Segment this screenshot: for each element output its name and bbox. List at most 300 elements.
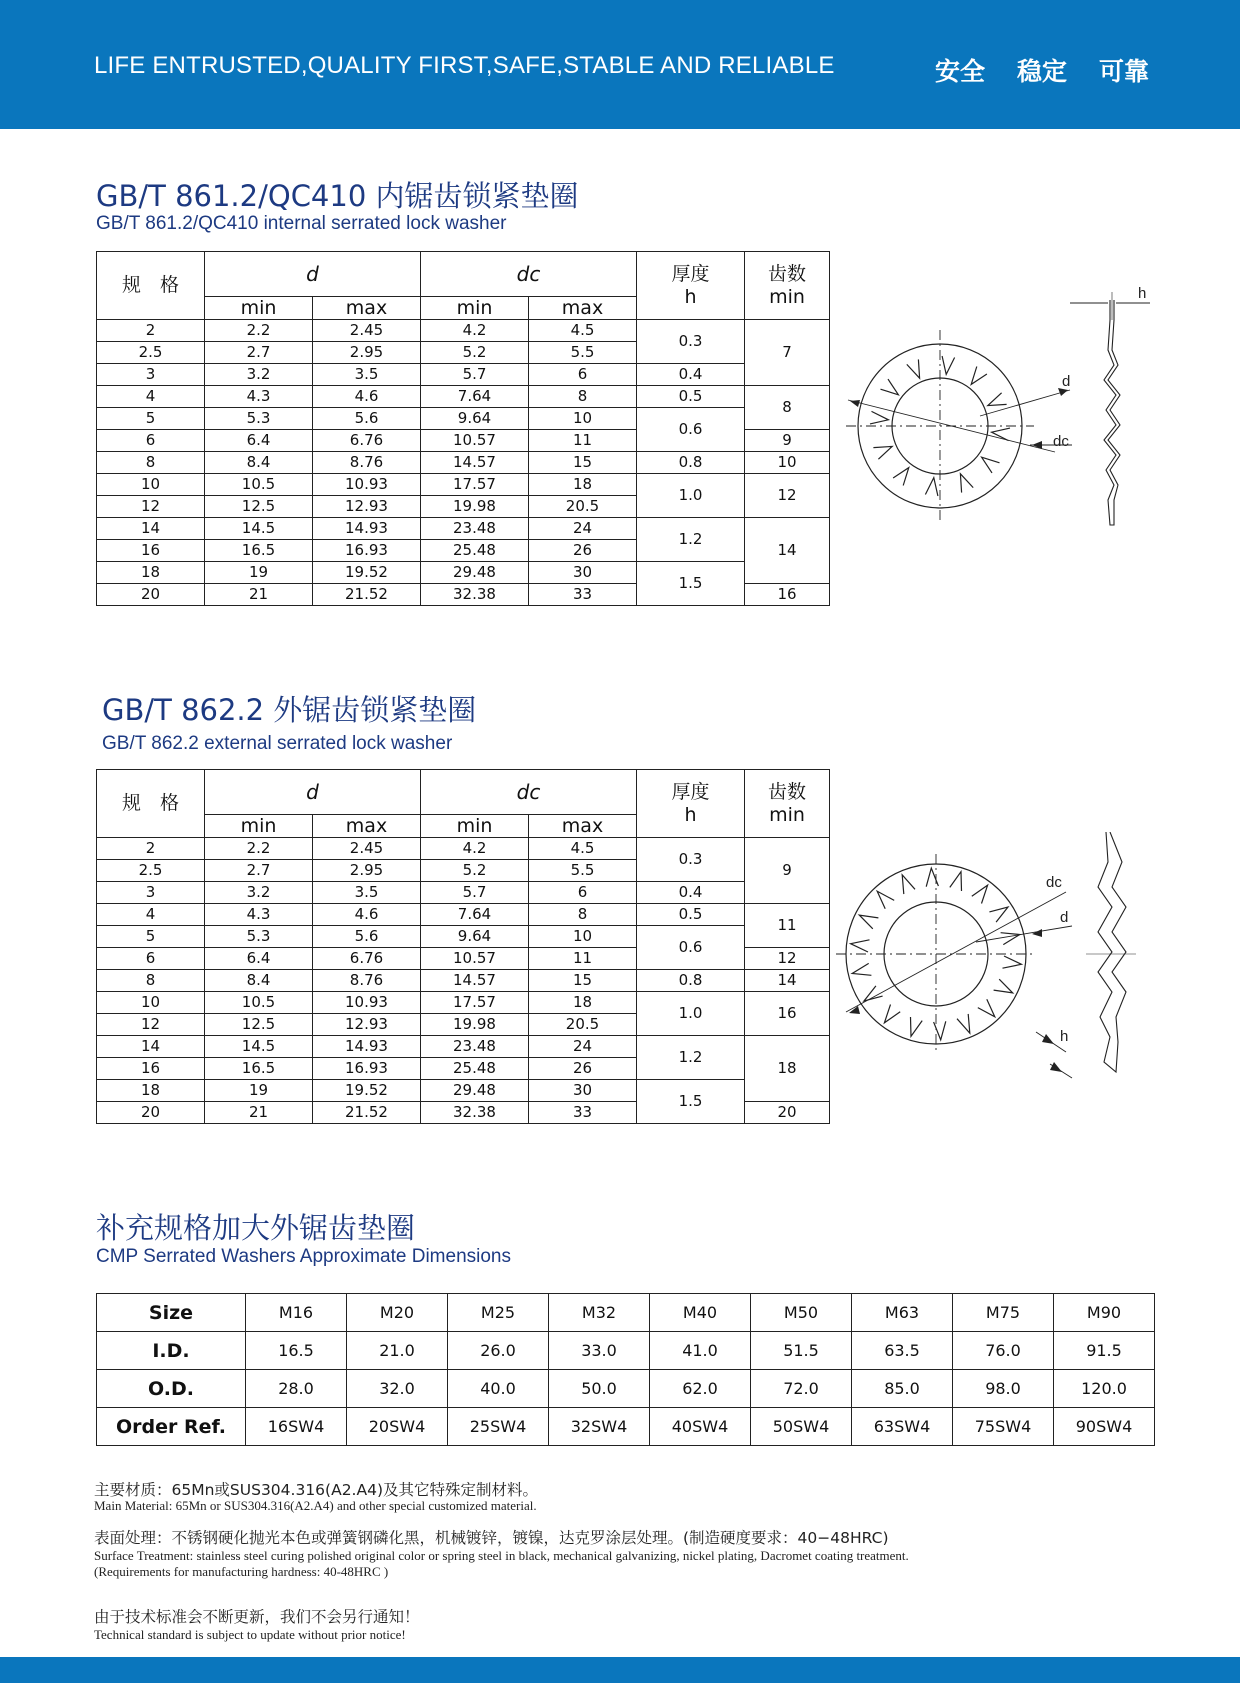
table-row-size [97,1294,1155,1332]
cell-id: 26.0 [448,1332,549,1370]
cell-teeth: 16 [745,584,830,606]
cell-d-max: 8.76 [313,970,421,992]
header-thickness [637,252,745,320]
cell-id: 21.0 [347,1332,448,1370]
cell-teeth: 8 [745,386,830,430]
cell-h: 0.3 [637,838,745,882]
cell-d-max: 14.93 [313,1036,421,1058]
material-note-cn: 主要材质：65Mn或SUS304.316(A2.A4)及其它特殊定制材料。 [94,1481,538,1499]
cell-dc-max: 33 [529,584,637,606]
cell-d-max: 21.52 [313,1102,421,1124]
cell-d-min: 10.5 [205,992,313,1014]
cell-d-max: 2.95 [313,860,421,882]
cell-od: 32.0 [347,1370,448,1408]
cell-size: M63 [852,1294,953,1332]
cell-order-ref: 25SW4 [448,1408,549,1446]
cell-teeth: 12 [745,474,830,518]
table-row [97,562,830,584]
hardness-note-en: (Requirements for manufacturing hardness: 40-48HRC ) [94,1564,389,1579]
cell-d-min: 14.5 [205,1036,313,1058]
notice-en: Technical standard is subject to update without prior notice! [94,1627,406,1642]
cell-h: 0.6 [637,408,745,452]
cell-d-min: 16.5 [205,540,313,562]
cell-d-max: 19.52 [313,562,421,584]
cell-od: 50.0 [549,1370,650,1408]
header-spec: 规 格 [97,770,205,838]
cell-dc-max: 5.5 [529,860,637,882]
cell-dc-min: 4.2 [421,320,529,342]
cell-d-min: 16.5 [205,1058,313,1080]
cell-h: 0.8 [637,970,745,992]
cell-d-max: 19.52 [313,1080,421,1102]
cell-dc-min: 23.48 [421,1036,529,1058]
cell-size: M25 [448,1294,549,1332]
cell-od: 72.0 [751,1370,852,1408]
cell-dc-min: 9.64 [421,408,529,430]
washer-tooth [884,1005,900,1023]
cell-h: 1.0 [637,474,745,518]
cell-d-min: 4.3 [205,386,313,408]
table-row-od [97,1370,1155,1408]
washer-tooth [982,457,1000,473]
cell-size: M40 [650,1294,751,1332]
cell-dc-max: 33 [529,1102,637,1124]
header-d-min: min [205,297,313,320]
cell-dc-min: 25.48 [421,1058,529,1080]
cell-dc-max: 11 [529,948,637,970]
header-thickness-h: h [684,285,697,308]
cell-d-max: 3.5 [313,364,421,386]
internal-washer-diagram [840,280,1170,570]
cell-dc-min: 17.57 [421,474,529,496]
diagram2-label-h: h [1060,1028,1069,1045]
washer-tooth [893,468,909,486]
header-teeth-cn: 齿数 [767,262,806,285]
section3-title-en: CMP Serrated Washers Approximate Dimensions [96,1246,511,1267]
cell-d-max: 4.6 [313,386,421,408]
washer-tooth [960,474,973,493]
header-dc: dc [421,252,637,297]
cell-dc-min: 23.48 [421,518,529,540]
cell-spec: 18 [97,562,205,584]
cell-d-max: 8.76 [313,452,421,474]
cell-d-min: 21 [205,584,313,606]
cell-teeth: 12 [745,948,830,970]
washer-tooth [988,393,1007,406]
cell-dc-max: 24 [529,518,637,540]
cell-spec: 2 [97,838,205,860]
washer-tooth [1001,933,1020,945]
cell-od: 62.0 [650,1370,751,1408]
cell-h: 0.8 [637,452,745,474]
cell-od: 98.0 [953,1370,1054,1408]
cell-d-min: 5.3 [205,926,313,948]
cell-h: 0.5 [637,904,745,926]
diagram2-label-dc: dc [1046,874,1062,891]
cell-teeth: 16 [745,992,830,1036]
table-row [97,386,830,408]
cell-d-max: 2.95 [313,342,421,364]
cell-d-min: 3.2 [205,364,313,386]
cell-dc-max: 20.5 [529,496,637,518]
cell-d-min: 2.7 [205,860,313,882]
cell-dc-max: 26 [529,1058,637,1080]
cell-dc-min: 17.57 [421,992,529,1014]
washer-tooth [911,1017,923,1036]
cell-dc-min: 5.7 [421,364,529,386]
washer-tooth [907,359,920,378]
washer-tooth [870,411,888,424]
header-teeth [745,252,830,320]
cell-d-min: 3.2 [205,882,313,904]
header-dc-max: max [529,297,637,320]
header-banner [0,0,1240,129]
washer-tooth [957,1014,970,1033]
header-thickness-cn: 厚度 [671,780,710,803]
table-row [97,474,830,496]
header-slogan: LIFE ENTRUSTED,QUALITY FIRST,SAFE,STABLE AND RELIABLE [94,52,835,79]
cell-d-min: 19 [205,562,313,584]
header-teeth [745,770,830,838]
cell-d-max: 10.93 [313,474,421,496]
cell-id: 51.5 [751,1332,852,1370]
washer-tooth [851,940,870,952]
header-word-safe: 安全 [935,57,986,86]
cell-spec: 18 [97,1080,205,1102]
cell-dc-max: 15 [529,452,637,474]
cell-teeth: 7 [745,320,830,386]
cell-dc-min: 10.57 [421,430,529,452]
cell-dc-min: 19.98 [421,496,529,518]
header-teeth-min: min [769,803,805,826]
header-d: d [205,770,421,815]
cell-dc-max: 8 [529,904,637,926]
cell-dc-min: 29.48 [421,1080,529,1102]
cell-d-min: 19 [205,1080,313,1102]
row-label-id: I.D. [97,1332,246,1370]
cell-od: 28.0 [246,1370,347,1408]
washer-tooth [873,446,892,459]
table-row [97,1036,830,1058]
cell-dc-max: 4.5 [529,838,637,860]
cell-d-min: 4.3 [205,904,313,926]
cell-d-min: 8.4 [205,452,313,474]
cell-spec: 20 [97,584,205,606]
cell-h: 0.4 [637,364,745,386]
surface-note-cn: 表面处理：不锈钢硬化抛光本色或弹簧钢磷化黑，机械镀锌，镀镍，达克罗涂层处理。(制造硬度要求：40−48HRC) [94,1529,889,1547]
cell-d-max: 6.76 [313,948,421,970]
cell-dc-min: 5.2 [421,342,529,364]
cell-size: M32 [549,1294,650,1332]
cell-d-min: 5.3 [205,408,313,430]
header-word-reliable: 可靠 [1099,57,1150,86]
cell-spec: 5 [97,926,205,948]
cell-d-max: 5.6 [313,408,421,430]
cell-d-max: 2.45 [313,838,421,860]
header-dc-min: min [421,815,529,838]
cell-order-ref: 40SW4 [650,1408,751,1446]
washer-tooth [925,478,938,496]
cell-dc-min: 5.2 [421,860,529,882]
cell-spec: 16 [97,540,205,562]
table-row [97,452,830,474]
cell-spec: 6 [97,948,205,970]
cell-dc-max: 24 [529,1036,637,1058]
footer-bar [0,1657,1240,1683]
cell-dc-min: 7.64 [421,386,529,408]
cell-h: 1.5 [637,1080,745,1124]
section1-title-cn: GB/T 861.2/QC410 内锯齿锁紧垫圈 [96,179,579,213]
cell-d-max: 16.93 [313,1058,421,1080]
cell-dc-min: 25.48 [421,540,529,562]
cell-dc-max: 4.5 [529,320,637,342]
cell-h: 0.4 [637,882,745,904]
cell-spec: 20 [97,1102,205,1124]
cell-d-max: 12.93 [313,1014,421,1036]
cell-dc-max: 20.5 [529,1014,637,1036]
cell-teeth: 11 [745,904,830,948]
washer-tooth [978,999,995,1017]
cell-dc-min: 5.7 [421,882,529,904]
surface-note-en: Surface Treatment: stainless steel curing polished original color or spring steel in black, mechanical galvanizing, nickel plating, Dacromet coating treatment. [94,1548,909,1563]
cell-size: M90 [1054,1294,1155,1332]
cell-h: 1.5 [637,562,745,606]
cell-size: M50 [751,1294,852,1332]
cell-teeth: 14 [745,518,830,584]
cell-d-min: 8.4 [205,970,313,992]
cell-d-max: 14.93 [313,518,421,540]
cell-teeth: 18 [745,1036,830,1102]
cell-dc-max: 15 [529,970,637,992]
cell-teeth: 14 [745,970,830,992]
cell-teeth: 10 [745,452,830,474]
cell-spec: 10 [97,474,205,496]
cell-d-max: 12.93 [313,496,421,518]
cell-order-ref: 32SW4 [549,1408,650,1446]
cell-d-max: 5.6 [313,926,421,948]
cell-d-max: 2.45 [313,320,421,342]
cell-dc-max: 30 [529,1080,637,1102]
cell-od: 120.0 [1054,1370,1155,1408]
cell-spec: 16 [97,1058,205,1080]
cell-spec: 8 [97,452,205,474]
cell-spec: 3 [97,882,205,904]
cell-order-ref: 16SW4 [246,1408,347,1446]
cell-d-min: 10.5 [205,474,313,496]
header-d-max: max [313,297,421,320]
cell-dc-min: 32.38 [421,584,529,606]
cell-dc-min: 32.38 [421,1102,529,1124]
cell-h: 0.6 [637,926,745,970]
cell-teeth: 20 [745,1102,830,1124]
cell-dc-min: 29.48 [421,562,529,584]
cell-spec: 5 [97,408,205,430]
cell-d-min: 12.5 [205,496,313,518]
header-thickness-h: h [684,803,697,826]
section2-title-cn: GB/T 862.2 外锯齿锁紧垫圈 [102,693,477,727]
cell-h: 0.5 [637,386,745,408]
cell-spec: 8 [97,970,205,992]
washer-tooth [950,872,962,891]
washer-tooth [994,979,1013,993]
diagram2-label-d: d [1060,909,1069,926]
cell-dc-min: 19.98 [421,1014,529,1036]
cell-d-max: 3.5 [313,882,421,904]
cell-id: 63.5 [852,1332,953,1370]
cell-dc-max: 6 [529,882,637,904]
cell-size: M20 [347,1294,448,1332]
cell-dc-max: 5.5 [529,342,637,364]
washer-tooth [902,875,915,894]
table-row-id [97,1332,1155,1370]
cell-id: 16.5 [246,1332,347,1370]
diagram1-label-d: d [1062,373,1071,390]
table-row [97,1080,830,1102]
cell-d-min: 21 [205,1102,313,1124]
header-dc-max: max [529,815,637,838]
washer-tooth [934,1021,946,1040]
cell-d-min: 2.2 [205,320,313,342]
washer-tooth [971,367,987,385]
diagram1-label-h: h [1138,285,1147,302]
cell-d-max: 10.93 [313,992,421,1014]
table-row [97,926,830,948]
section2-title-en: GB/T 862.2 external serrated lock washer [102,733,453,754]
cmp-table [96,1293,1155,1446]
washer-tooth [989,907,1008,922]
cell-spec: 14 [97,518,205,540]
cell-d-max: 4.6 [313,904,421,926]
cell-spec: 10 [97,992,205,1014]
section1-table [96,251,830,606]
header-word-stable: 稳定 [1017,57,1068,86]
washer-tooth [852,963,871,975]
table-row [97,320,830,342]
cell-dc-max: 10 [529,926,637,948]
header-spec: 规 格 [97,252,205,320]
header-teeth-cn: 齿数 [767,780,806,803]
washer-tooth [877,891,894,909]
washer-tooth [942,356,955,374]
cell-spec: 4 [97,386,205,408]
cell-order-ref: 75SW4 [953,1408,1054,1446]
header-d: d [205,252,421,297]
cell-dc-max: 26 [529,540,637,562]
cell-spec: 6 [97,430,205,452]
cell-spec: 2 [97,320,205,342]
table-row [97,518,830,540]
cell-od: 40.0 [448,1370,549,1408]
table-row [97,904,830,926]
section1-title-en: GB/T 861.2/QC410 internal serrated lock washer [96,213,507,234]
notice-cn: 由于技术标准会不断更新，我们不会另行通知！ [94,1608,420,1626]
table-row [97,970,830,992]
header-thickness [637,770,745,838]
header-thickness-cn: 厚度 [671,262,710,285]
cell-id: 91.5 [1054,1332,1155,1370]
cell-d-min: 6.4 [205,430,313,452]
table-row [97,838,830,860]
cell-dc-min: 10.57 [421,948,529,970]
header-d-min: min [205,815,313,838]
material-note-en: Main Material: 65Mn or SUS304.316(A2.A4) and other special customized material. [94,1498,537,1513]
cell-spec: 3 [97,364,205,386]
cell-size: M16 [246,1294,347,1332]
washer-tooth [881,379,899,395]
cell-teeth: 9 [745,838,830,904]
cell-dc-min: 4.2 [421,838,529,860]
table-row-order-ref [97,1408,1155,1446]
washer-tooth [926,868,938,887]
cell-dc-max: 11 [529,430,637,452]
washer-tooth [1003,956,1022,968]
cell-order-ref: 20SW4 [347,1408,448,1446]
table-row [97,992,830,1014]
table-row [97,408,830,430]
row-label-size: Size [97,1294,246,1332]
cell-d-min: 2.7 [205,342,313,364]
table-row [97,364,830,386]
cell-dc-min: 14.57 [421,970,529,992]
external-washer-diagram [836,832,1166,1112]
cell-dc-max: 30 [529,562,637,584]
cell-order-ref: 90SW4 [1054,1408,1155,1446]
cell-spec: 12 [97,1014,205,1036]
cell-dc-min: 9.64 [421,926,529,948]
header-d-max: max [313,815,421,838]
cell-dc-max: 10 [529,408,637,430]
cell-teeth: 9 [745,430,830,452]
cell-spec: 2.5 [97,342,205,364]
cell-id: 33.0 [549,1332,650,1370]
washer-tooth [859,915,878,929]
header-dc: dc [421,770,637,815]
cell-d-max: 16.93 [313,540,421,562]
row-label-od: O.D. [97,1370,246,1408]
table-row [97,882,830,904]
cell-order-ref: 50SW4 [751,1408,852,1446]
header-cn-words [935,52,1181,88]
cell-d-min: 6.4 [205,948,313,970]
cell-spec: 2.5 [97,860,205,882]
cell-dc-max: 18 [529,474,637,496]
cell-order-ref: 63SW4 [852,1408,953,1446]
cell-h: 1.2 [637,1036,745,1080]
header-teeth-min: min [769,285,805,308]
cell-dc-min: 7.64 [421,904,529,926]
cell-h: 1.2 [637,518,745,562]
cell-d-min: 12.5 [205,1014,313,1036]
cell-spec: 14 [97,1036,205,1058]
cell-id: 41.0 [650,1332,751,1370]
cell-od: 85.0 [852,1370,953,1408]
section3-title-cn: 补充规格加大外锯齿垫圈 [96,1211,416,1245]
section2-table [96,769,830,1124]
washer-tooth [972,885,988,903]
cell-dc-max: 6 [529,364,637,386]
cell-size: M75 [953,1294,1054,1332]
cell-d-max: 21.52 [313,584,421,606]
cell-spec: 4 [97,904,205,926]
row-label-order-ref: Order Ref. [97,1408,246,1446]
cell-spec: 12 [97,496,205,518]
cell-d-min: 14.5 [205,518,313,540]
cell-h: 0.3 [637,320,745,364]
cell-h: 1.0 [637,992,745,1036]
cell-dc-max: 8 [529,386,637,408]
cell-dc-max: 18 [529,992,637,1014]
diagram1-label-dc: dc [1053,433,1069,450]
